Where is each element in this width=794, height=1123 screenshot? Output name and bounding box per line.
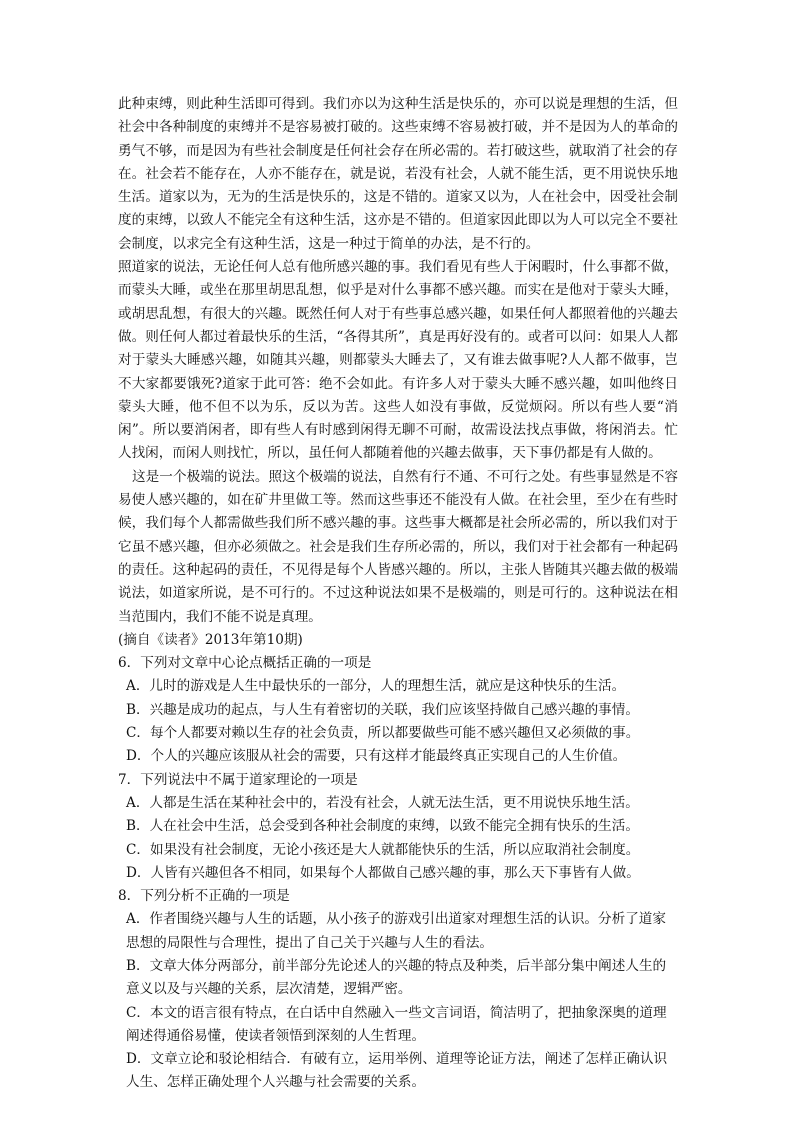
question-6 (118, 652, 678, 768)
option-a: A．儿时的游戏是人生中最快乐的一部分，人的理想生活，就应是这种快乐的生活。 (126, 678, 626, 695)
passage-paragraph-1: 此种束缚，则此种生活即可得到。我们亦以为这种生活是快乐的，亦可以说是理想的生活，但社会中各种制度的束缚并不是容易被打破的。这些束缚不容易被打破，并不是因为人的革命的勇气不够，而是因为有些社会制度是任何社会存在所必需的。若打破这些，就取消了社会的存在。社会若不能存在，人亦不能存在，就是说，若没有社会，人就不能生活，更不用说快乐地生活。道家以为，无为的生活是快乐的，这是不错的。道家又以为，人在社会中，因受社会制度的束缚，以致人不能完全有这种生活，这亦是不错的。但道家因此即以为人可以完全不要社会制度，以求完全有这种生活，这是一种过于简单的办法，是不行的。 (118, 96, 678, 252)
option-a: A．人都是生活在某种社会中的，若没有社会，人就无法生活，更不用说快乐地生活。 (126, 794, 639, 811)
question-stem: 8．下列分析不正确的一项是 (118, 888, 290, 905)
option-a: A．作者围绕兴趣与人生的话题，从小孩子的游戏引出道家对理想生活的认识。分析了道家思想的局限性与合理性，提出了自己关于兴趣与人生的看法。 (126, 911, 666, 951)
option-c: C．本文的语言很有特点，在白话中自然融入一些文言词语，简洁明了，把抽象深奥的道理阐述得通俗易懂，使读者领悟到深刻的人生哲理。 (126, 1004, 667, 1044)
option-c: C．每个人都要对赖以生存的社会负责，所以都要做些可能不感兴趣但又必须做的事。 (126, 725, 640, 742)
option-c: C．如果没有社会制度，无论小孩还是大人就都能快乐的生活，所以应取消社会制度。 (126, 841, 640, 858)
option-b: B．文章大体分两部分，前半部分先论述人的兴趣的特点及种类，后半部分集中阐述人生的意义以及与兴趣的关系，层次清楚，逻辑严密。 (126, 957, 667, 998)
question-8 (118, 885, 678, 1095)
passage-paragraph-3: 这是一个极端的说法。照这个极端的说法，自然有行不通、不可行之处。有些事显然是不容易使人感兴趣的，如在矿井里做工等。然而这些事还不能没有人做。在社会里，至少在有些时候，我们每个人都需做些我们所不感兴趣的事。这些事大概都是社会所必需的，所以我们对于它虽不感兴趣，但亦必须做之。社会是我们生存所必需的，所以，我们对于社会都有一种起码的责任。这种起码的责任，不见得是每个人皆感兴趣的。所以，主张人皆随其兴趣去做的极端说法，如道家所说，是不可行的。不过这种说法如果不是极端的，则是可行的。这种说法在相当范围内，我们不能不说是真理。 (118, 468, 678, 625)
option-b: B．兴趣是成功的起点，与人生有着密切的关联，我们应该坚持做自己感兴趣的事情。 (126, 701, 639, 718)
passage-source: (摘自《读者》2013年第10期) (118, 631, 303, 648)
document-page (118, 93, 678, 1095)
option-d: D．文章立论和驳论相结合．有破有立，运用举例、道理等论证方法，阐述了怎样正确认识人生、怎样正确处理个人兴趣与社会需要的关系。 (126, 1051, 668, 1091)
option-b: B．人在社会中生活，总会受到各种社会制度的束缚，以致不能完全拥有快乐的生活。 (126, 818, 639, 835)
option-d: D．人皆有兴趣但各不相同，如果每个人都做自己感兴趣的事，那么天下事皆有人做。 (126, 864, 640, 881)
question-stem: 7．下列说法中不属于道家理论的一项是 (118, 771, 358, 788)
passage-paragraph-2: 照道家的说法，无论任何人总有他所感兴趣的事。我们看见有些人于闲暇时，什么事都不做，而蒙头大睡，或坐在那里胡思乱想，似乎是对什么事都不感兴趣。而实在是他对于蒙头大睡，或胡思乱想，有很大的兴趣。既然任何人对于有些事总感兴趣，如果任何人都照着他的兴趣去做。则任何人都过着最快乐的生活，“各得其所”，真是再好没有的。或者可以问：如果人人都对于蒙头大睡感兴趣，如随其兴趣，则都蒙头大睡去了，又有谁去做事呢?人人都不做事，岂不大家都要饿死?道家于此可答：绝不会如此。有许多人对于蒙头大睡不感兴趣，如叫他终日蒙头大睡，他不但不以为乐，反以为苦。这些人如没有事做，反觉烦闷。所以有些人要“消闲”。所以要消闲者，即有些人有时感到闲得无聊不可耐，故需设法找点事做，将闲消去。忙人找闲，而闲人则找忙，所以，虽任何人都随着他的兴趣去做事，天下事仍都是有人做的。 (118, 259, 678, 462)
question-7 (118, 769, 678, 885)
option-d: D．个人的兴趣应该服从社会的需要，只有这样才能最终真正实现自己的人生价值。 (126, 748, 627, 765)
question-stem: 6．下列对文章中心论点概括正确的一项是 (118, 655, 372, 672)
